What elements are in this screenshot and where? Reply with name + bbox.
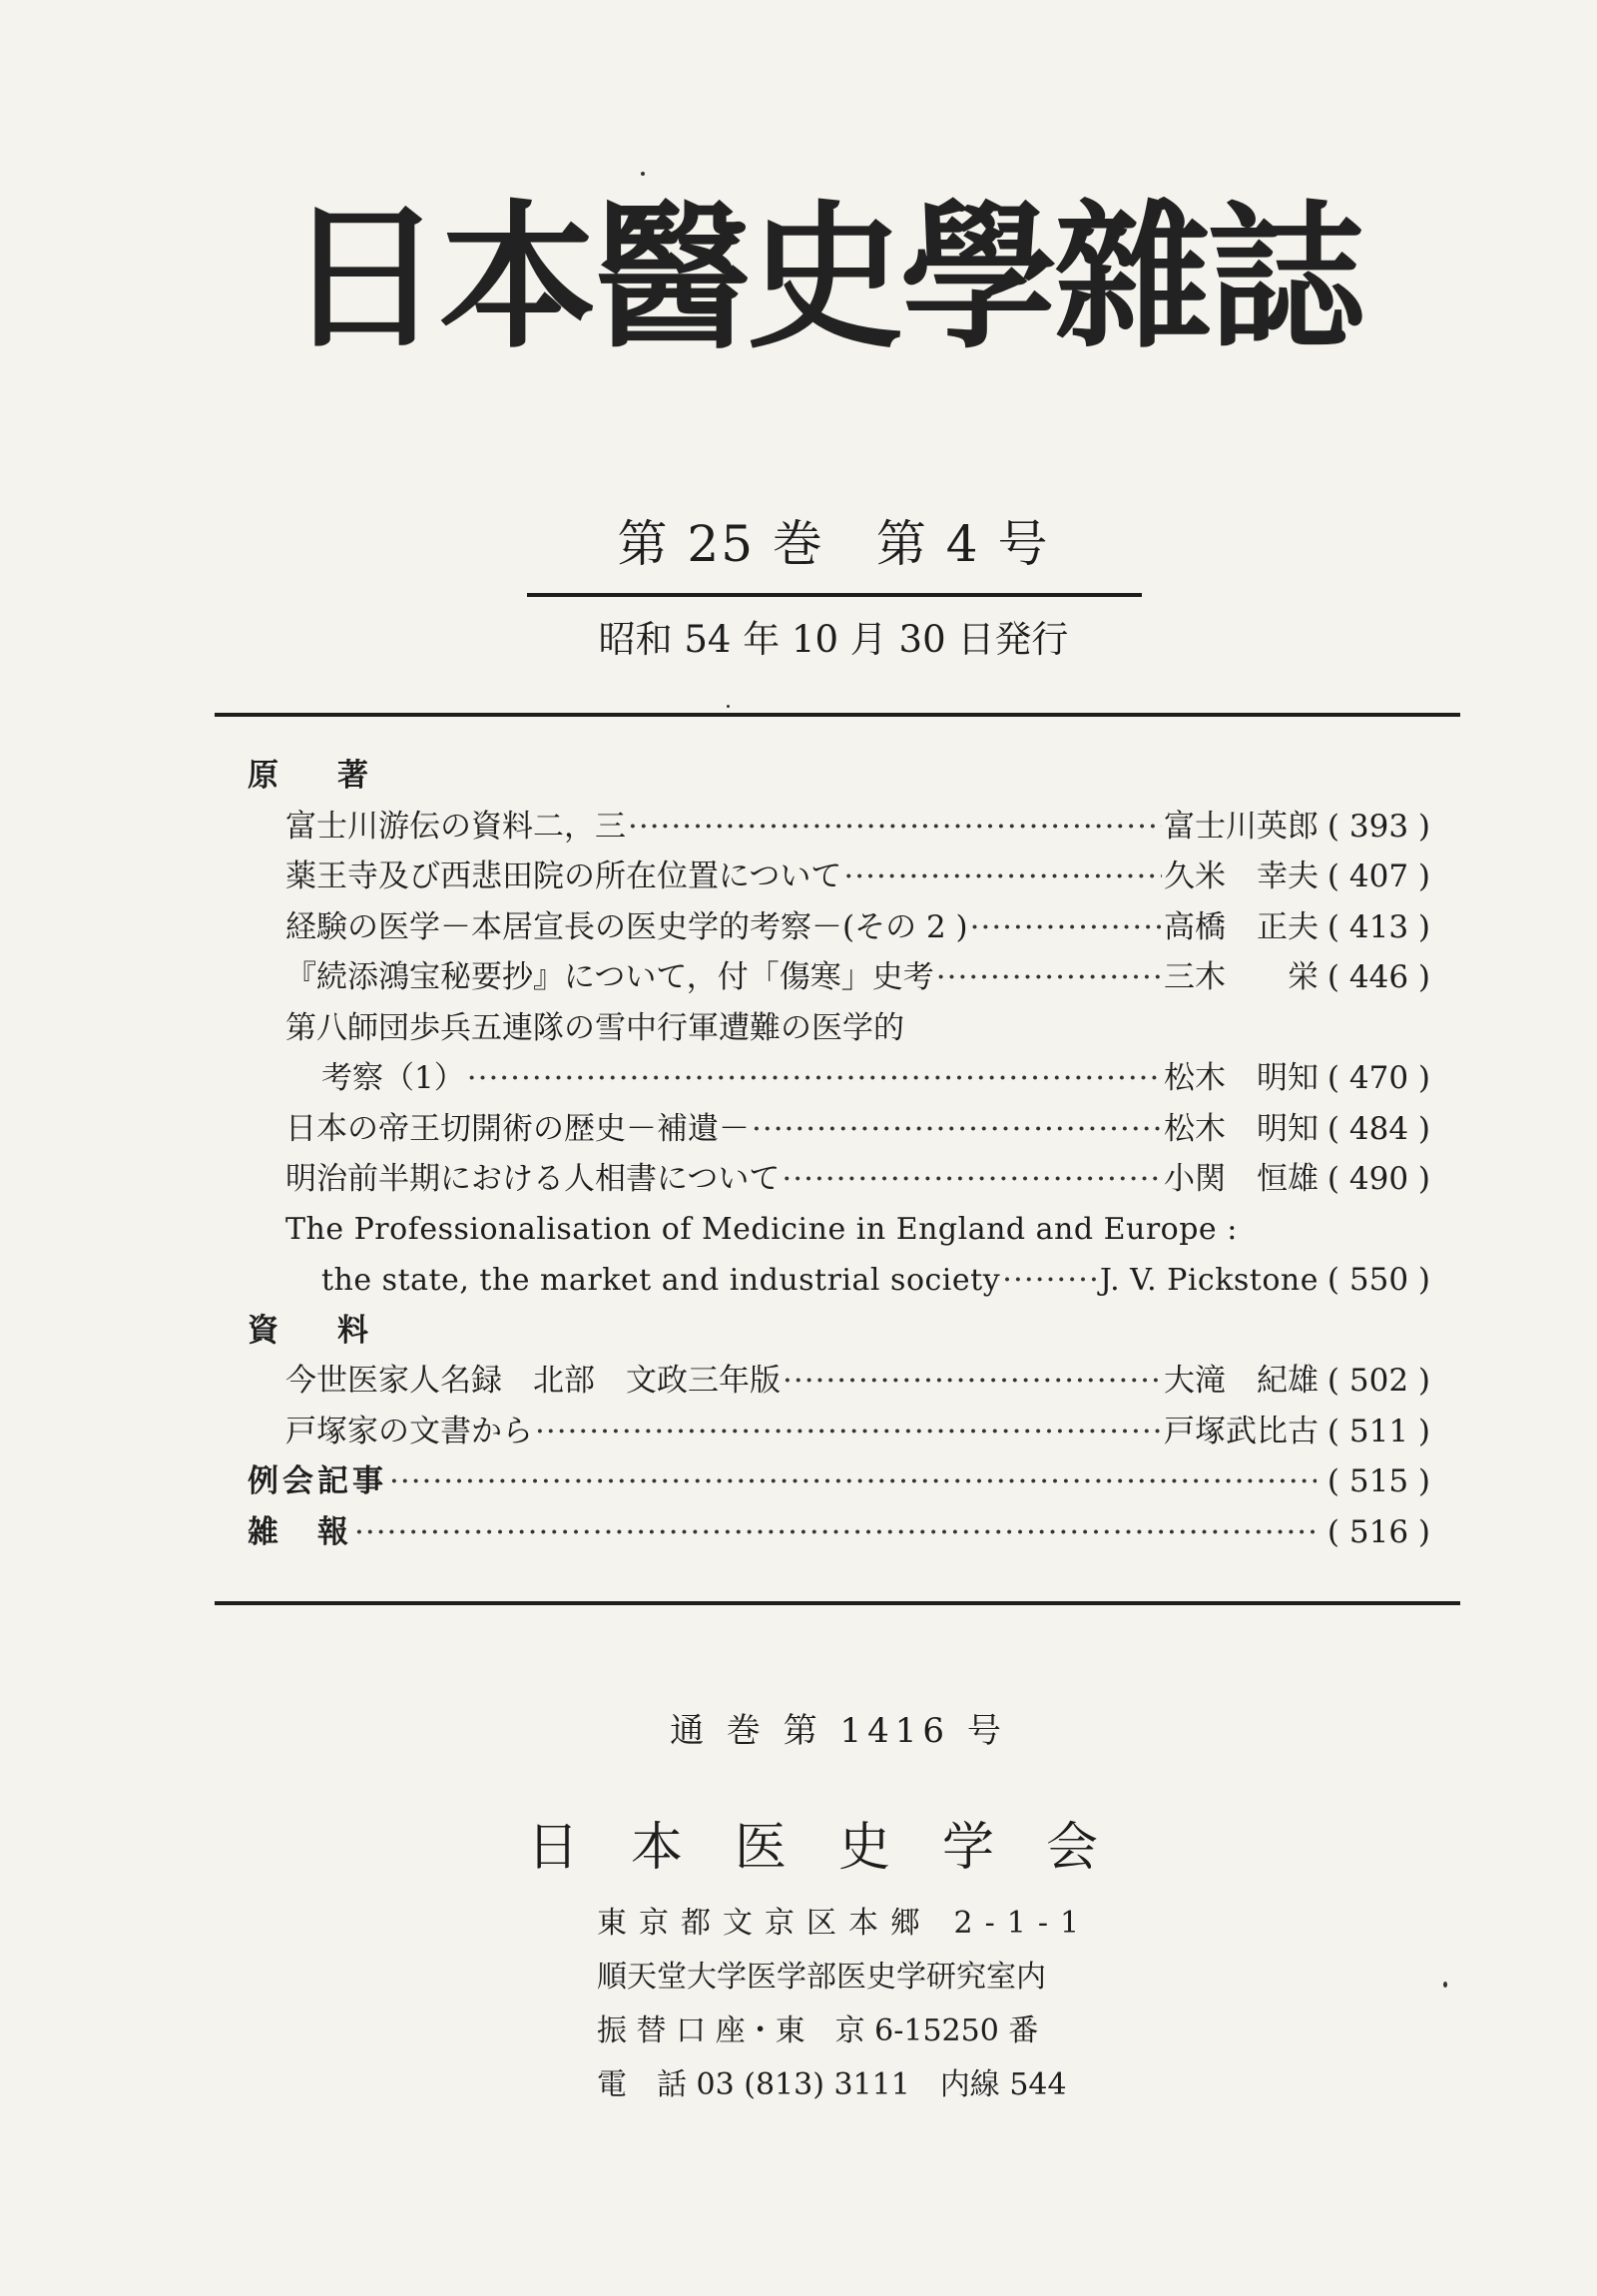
entry-page: ( 446 ): [1327, 959, 1430, 995]
address-line: 電 話 03 (813) 3111 内線 544: [597, 2067, 1067, 2102]
toc-entry: [248, 1356, 1430, 1407]
entry-author: 富士川英郎: [1164, 808, 1319, 845]
entry-title: 薬王寺及び西悲田院の所在位置について: [285, 859, 842, 894]
entry-page: ( 511 ): [1327, 1413, 1430, 1449]
print-speck: [1443, 1982, 1447, 1988]
address-line: 東京都文京区本郷 2-1-1: [597, 1906, 1092, 1941]
toc-entry-first-line: [248, 1205, 1430, 1256]
entry-author: 松木 明知: [1164, 1110, 1319, 1147]
cumulative-issue-number: 通 巻 第 1416 号: [670, 1711, 1007, 1751]
leader-dots: [752, 1104, 1162, 1155]
leader-dots: [467, 1053, 1162, 1104]
entry-page: ( 515 ): [1327, 1463, 1430, 1499]
issue-underline: [527, 593, 1142, 597]
leader-dots: [783, 1356, 1162, 1407]
leader-dots: [389, 1456, 1317, 1507]
entry-author: 久米 幸夫: [1164, 859, 1319, 894]
toc-entry-first-line: [248, 1003, 1430, 1054]
entry-title: 経験の医学－本居宣長の医史学的考察－(その 2 ): [285, 908, 968, 945]
entry-page: ( 550 ): [1327, 1262, 1430, 1298]
entry-author: 高橋 正夫: [1164, 908, 1319, 945]
entry-title: 『続添鴻宝秘要抄』について，付「傷寒」史考: [285, 959, 934, 995]
print-speck: [727, 705, 730, 708]
entry-page: ( 413 ): [1327, 908, 1430, 945]
entry-page: ( 470 ): [1327, 1060, 1430, 1096]
entry-page: ( 484 ): [1327, 1110, 1430, 1147]
toc-bottom-rule: [215, 1601, 1460, 1605]
entry-author: J. V. Pickstone: [1099, 1263, 1319, 1298]
toc-entry-meeting-reports: [248, 1456, 1430, 1507]
address-line: 振 替 口 座・東 京 6-15250 番: [597, 2013, 1039, 2048]
leader-dots: [535, 1407, 1162, 1457]
entry-title: 第八師団歩兵五連隊の雪中行軍遭難の医学的: [285, 1009, 904, 1046]
entry-page: ( 393 ): [1327, 808, 1430, 845]
toc-entry: [248, 902, 1430, 953]
entry-author: 大滝 紀雄: [1164, 1363, 1319, 1399]
entry-title-continuation: the state, the market and industrial society: [321, 1263, 1001, 1298]
toc-entry-continuation: [248, 1053, 1430, 1104]
publication-date: 昭和 54 年 10 月 30 日発行: [598, 618, 1069, 661]
entry-title: 日本の帝王切開術の歴史－補遺－: [285, 1110, 750, 1147]
publisher-name: 日本医史学会: [526, 1818, 1150, 1878]
toc-entry-continuation: [248, 1255, 1430, 1306]
section-heading-original-articles: 原 著: [248, 758, 382, 794]
entry-page: ( 516 ): [1327, 1513, 1430, 1550]
toc-top-rule: [215, 713, 1460, 717]
leader-dots: [936, 952, 1162, 1003]
entry-title-continuation: 考察（1）: [321, 1060, 465, 1096]
entry-author: 戸塚武比古: [1164, 1413, 1319, 1449]
entry-page: ( 502 ): [1327, 1363, 1430, 1399]
print-speck: [641, 172, 645, 176]
entry-title: The Professionalisation of Medicine in England and Europe :: [285, 1211, 1238, 1247]
publisher-address: [597, 1897, 1196, 2112]
entry-author: 小関 恒雄: [1164, 1161, 1319, 1197]
address-line: 順天堂大学医学部医史学研究室内: [597, 1960, 1046, 1995]
leader-dots: [628, 802, 1162, 853]
leader-dots: [970, 902, 1162, 953]
entry-title: 今世医家人名録 北部 文政三年版: [285, 1363, 781, 1399]
leader-dots: [782, 1154, 1162, 1205]
entry-page: ( 490 ): [1327, 1161, 1430, 1197]
leader-dots: [1002, 1255, 1098, 1306]
entry-page: ( 407 ): [1327, 859, 1430, 894]
journal-title: 日本醫史學雜誌: [285, 187, 1361, 370]
volume-issue: 第 25 巻 第 4 号: [617, 515, 1050, 573]
entry-title: 雑 報: [248, 1513, 352, 1550]
toc-entry: [248, 1154, 1430, 1205]
entry-author: 松木 明知: [1164, 1060, 1319, 1096]
entry-author: 三木 栄: [1164, 959, 1319, 995]
toc-entry-miscellaneous: [248, 1507, 1430, 1558]
leader-dots: [354, 1507, 1317, 1558]
toc-entry: [248, 1104, 1430, 1155]
leader-dots: [843, 852, 1162, 902]
toc-entry: [248, 802, 1430, 853]
entry-title: 例会記事: [248, 1463, 387, 1499]
table-of-contents: [248, 751, 1430, 1557]
entry-title: 富士川游伝の資料二，三: [285, 808, 626, 845]
section-heading-materials: 資 料: [248, 1312, 382, 1349]
toc-entry: [248, 952, 1430, 1003]
toc-entry: [248, 1407, 1430, 1457]
toc-entry: [248, 852, 1430, 902]
entry-title: 戸塚家の文書から: [285, 1413, 533, 1449]
entry-title: 明治前半期における人相書について: [285, 1161, 781, 1197]
